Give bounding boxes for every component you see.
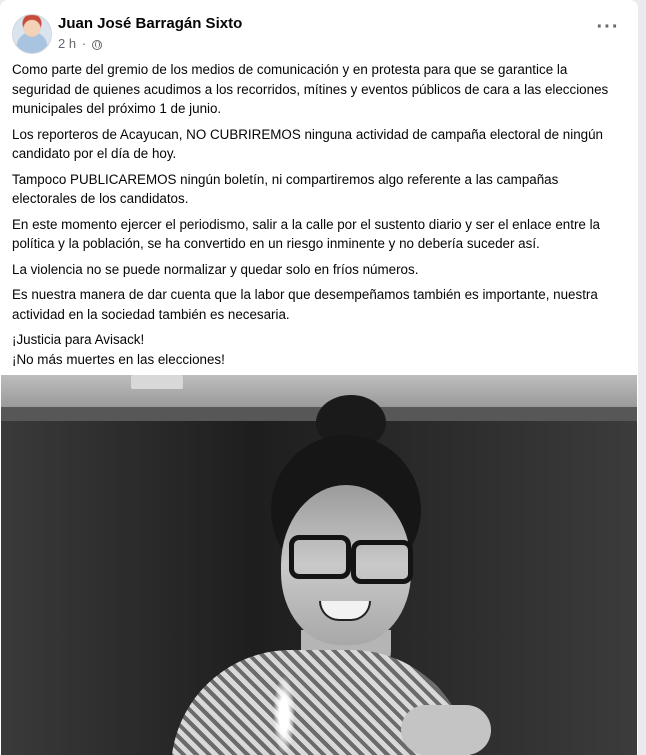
post-paragraph: Los reporteros de Acayucan, NO CUBRIREMOS ninguna actividad de campaña electoral de ningún candidato por el día de hoy. (12, 126, 604, 161)
post-text (12, 60, 624, 369)
photo-switch-plate (131, 375, 183, 389)
closing-line: ¡Justicia para Avisack! (12, 332, 145, 347)
photo-hand (401, 705, 491, 755)
photo-wall-top (1, 375, 637, 407)
post-paragraph: Tampoco PUBLICAREMOS ningún boletín, ni compartiremos algo referente a las campañas electorales de los candidatos. (12, 171, 559, 206)
post-meta (58, 36, 102, 51)
avatar[interactable] (12, 14, 52, 54)
closing-line: ¡No más muertes en las elecciones! (12, 351, 225, 367)
post-closing (12, 330, 624, 369)
post-paragraph: La violencia no se puede normalizar y quedar solo en fríos números. (12, 261, 419, 277)
post-paragraph: En este momento ejercer el periodismo, salir a la calle por el sustento diario y ser el enlace entre la política y la población, se ha convertido en un riesgo inminente y no debería suceder así. (12, 216, 600, 251)
more-options-button[interactable]: ··· (596, 16, 620, 38)
globe-icon[interactable] (92, 40, 102, 50)
post-photo[interactable] (1, 375, 637, 755)
photo-glasses-right (351, 540, 413, 584)
post-header (12, 14, 626, 54)
post-time[interactable]: 2 h (58, 36, 77, 51)
meta-separator: · (81, 36, 87, 51)
post-paragraph: Como parte del gremio de los medios de comunicación y en protesta para que se garantice la seguridad de quienes acudimos a los recorridos, mítines y eventos públicos de cara a las elecciones municipales del próximo 1 de junio. (12, 62, 609, 116)
photo-sparkler (273, 675, 295, 755)
author-name[interactable]: Juan José Barragán Sixto (58, 15, 243, 32)
post-paragraph: Es nuestra manera de dar cuenta que la labor que desempeñamos también es importante, nuestra actividad en la sociedad también es necesaria. (12, 287, 598, 322)
photo-glasses-left (289, 535, 351, 579)
